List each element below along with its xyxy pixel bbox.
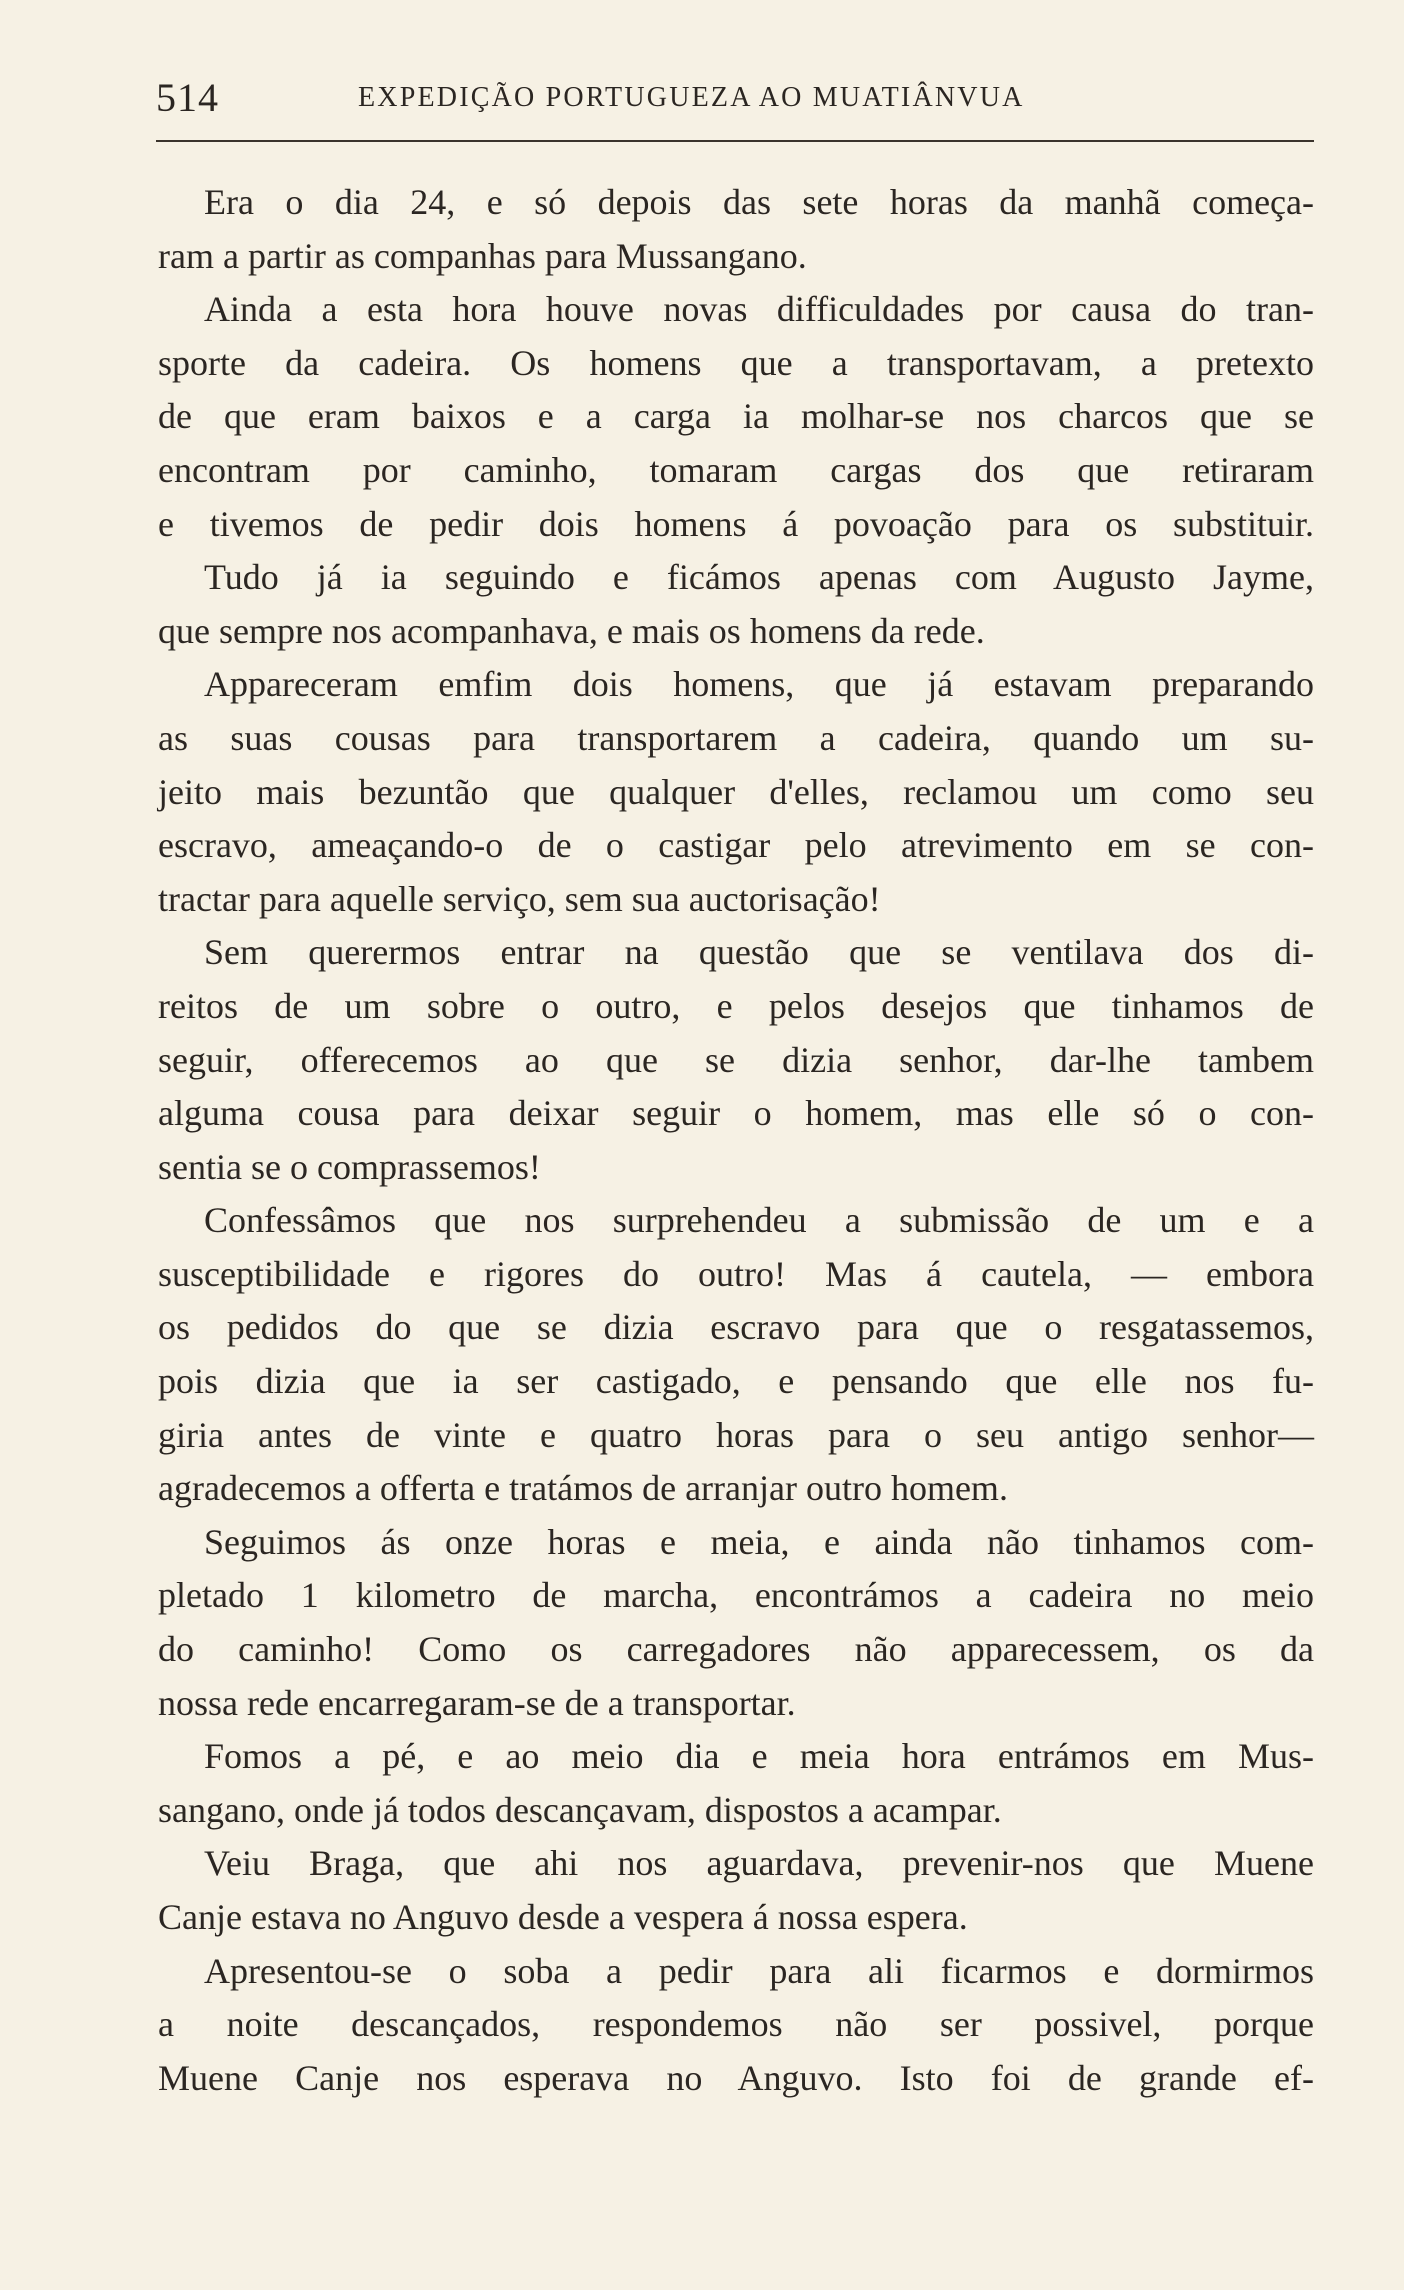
text-line: as suas cousas para transportarem a cadeira, quando um su-	[158, 717, 1314, 758]
text-line: nossa rede encarregaram-se de a transportar.	[158, 1682, 796, 1723]
text-line: alguma cousa para deixar seguir o homem, mas elle só o con-	[158, 1093, 1314, 1134]
text-line: sporte da cadeira. Os homens que a transportavam, a pretexto	[158, 342, 1314, 383]
body-text	[158, 176, 1314, 2105]
text-line: encontram por caminho, tomaram cargas dos que retiraram	[158, 449, 1314, 490]
text-line: Apresentou-se o soba a pedir para ali ficarmos e dormirmos	[204, 1950, 1314, 1991]
text-line: agradecemos a offerta e tratámos de arranjar outro homem.	[158, 1468, 1008, 1509]
text-line: a noite descançados, respondemos não ser possivel, porque	[158, 2004, 1314, 2045]
text-line: escravo, ameaçando-o de o castigar pelo atrevimento em se con-	[158, 825, 1314, 866]
text-line: de que eram baixos e a carga ia molhar-se nos charcos que se	[158, 396, 1314, 437]
text-line: ram a partir as companhas para Mussangano.	[158, 235, 807, 276]
text-line: Veiu Braga, que ahi nos aguardava, prevenir-nos que Muene	[204, 1843, 1314, 1884]
text-line: Appareceram emfim dois homens, que já estavam preparando	[204, 664, 1314, 705]
text-line: pletado 1 kilometro de marcha, encontrámos a cadeira no meio	[158, 1575, 1314, 1616]
text-line: Ainda a esta hora houve novas difficuldades por causa do tran-	[204, 289, 1314, 330]
text-line: susceptibilidade e rigores do outro! Mas á cautela, — embora	[158, 1253, 1314, 1294]
running-title: EXPEDIÇÃO PORTUGUEZA AO MUATIÂNVUA	[358, 82, 1025, 113]
text-line: Sem querermos entrar na questão que se ventilava dos di-	[204, 932, 1314, 973]
text-line: sentia se o comprassemos!	[158, 1146, 541, 1187]
text-line: giria antes de vinte e quatro horas para o seu antigo senhor—	[158, 1414, 1314, 1455]
text-line: Seguimos ás onze horas e meia, e ainda não tinhamos com-	[204, 1521, 1314, 1562]
text-line: pois dizia que ia ser castigado, e pensando que elle nos fu-	[158, 1361, 1314, 1402]
header-rule	[156, 140, 1314, 142]
text-line: tractar para aquelle serviço, sem sua auctorisação!	[158, 878, 881, 919]
text-line: Canje estava no Anguvo desde a vespera á nossa espera.	[158, 1897, 968, 1937]
page-header	[156, 68, 1314, 128]
text-line: jeito mais bezuntão que qualquer d'elles, reclamou um como seu	[158, 771, 1314, 812]
text-line: sangano, onde já todos descançavam, dispostos a acampar.	[158, 1789, 1002, 1830]
text-line: Era o dia 24, e só depois das sete horas da manhã começa-	[204, 182, 1314, 222]
text-line: Fomos a pé, e ao meio dia e meia hora entrámos em Mus-	[204, 1736, 1314, 1777]
page-number: 514	[156, 75, 219, 120]
text-line: que sempre nos acompanhava, e mais os homens da rede.	[158, 610, 985, 651]
text-line: do caminho! Como os carregadores não apparecessem, os da	[158, 1629, 1314, 1670]
text-line: Muene Canje nos esperava no Anguvo. Isto foi de grande ef-	[158, 2057, 1314, 2098]
text-line: seguir, offerecemos ao que se dizia senhor, dar-lhe tambem	[158, 1039, 1314, 1080]
text-line: os pedidos do que se dizia escravo para que o resgatassemos,	[158, 1307, 1314, 1348]
text-line: e tivemos de pedir dois homens á povoação para os substituir.	[158, 503, 1314, 544]
text-line: reitos de um sobre o outro, e pelos desejos que tinhamos de	[158, 985, 1314, 1026]
text-line: Confessâmos que nos surprehendeu a submissão de um e a	[204, 1200, 1314, 1241]
text-line: Tudo já ia seguindo e ficámos apenas com Augusto Jayme,	[204, 557, 1314, 598]
